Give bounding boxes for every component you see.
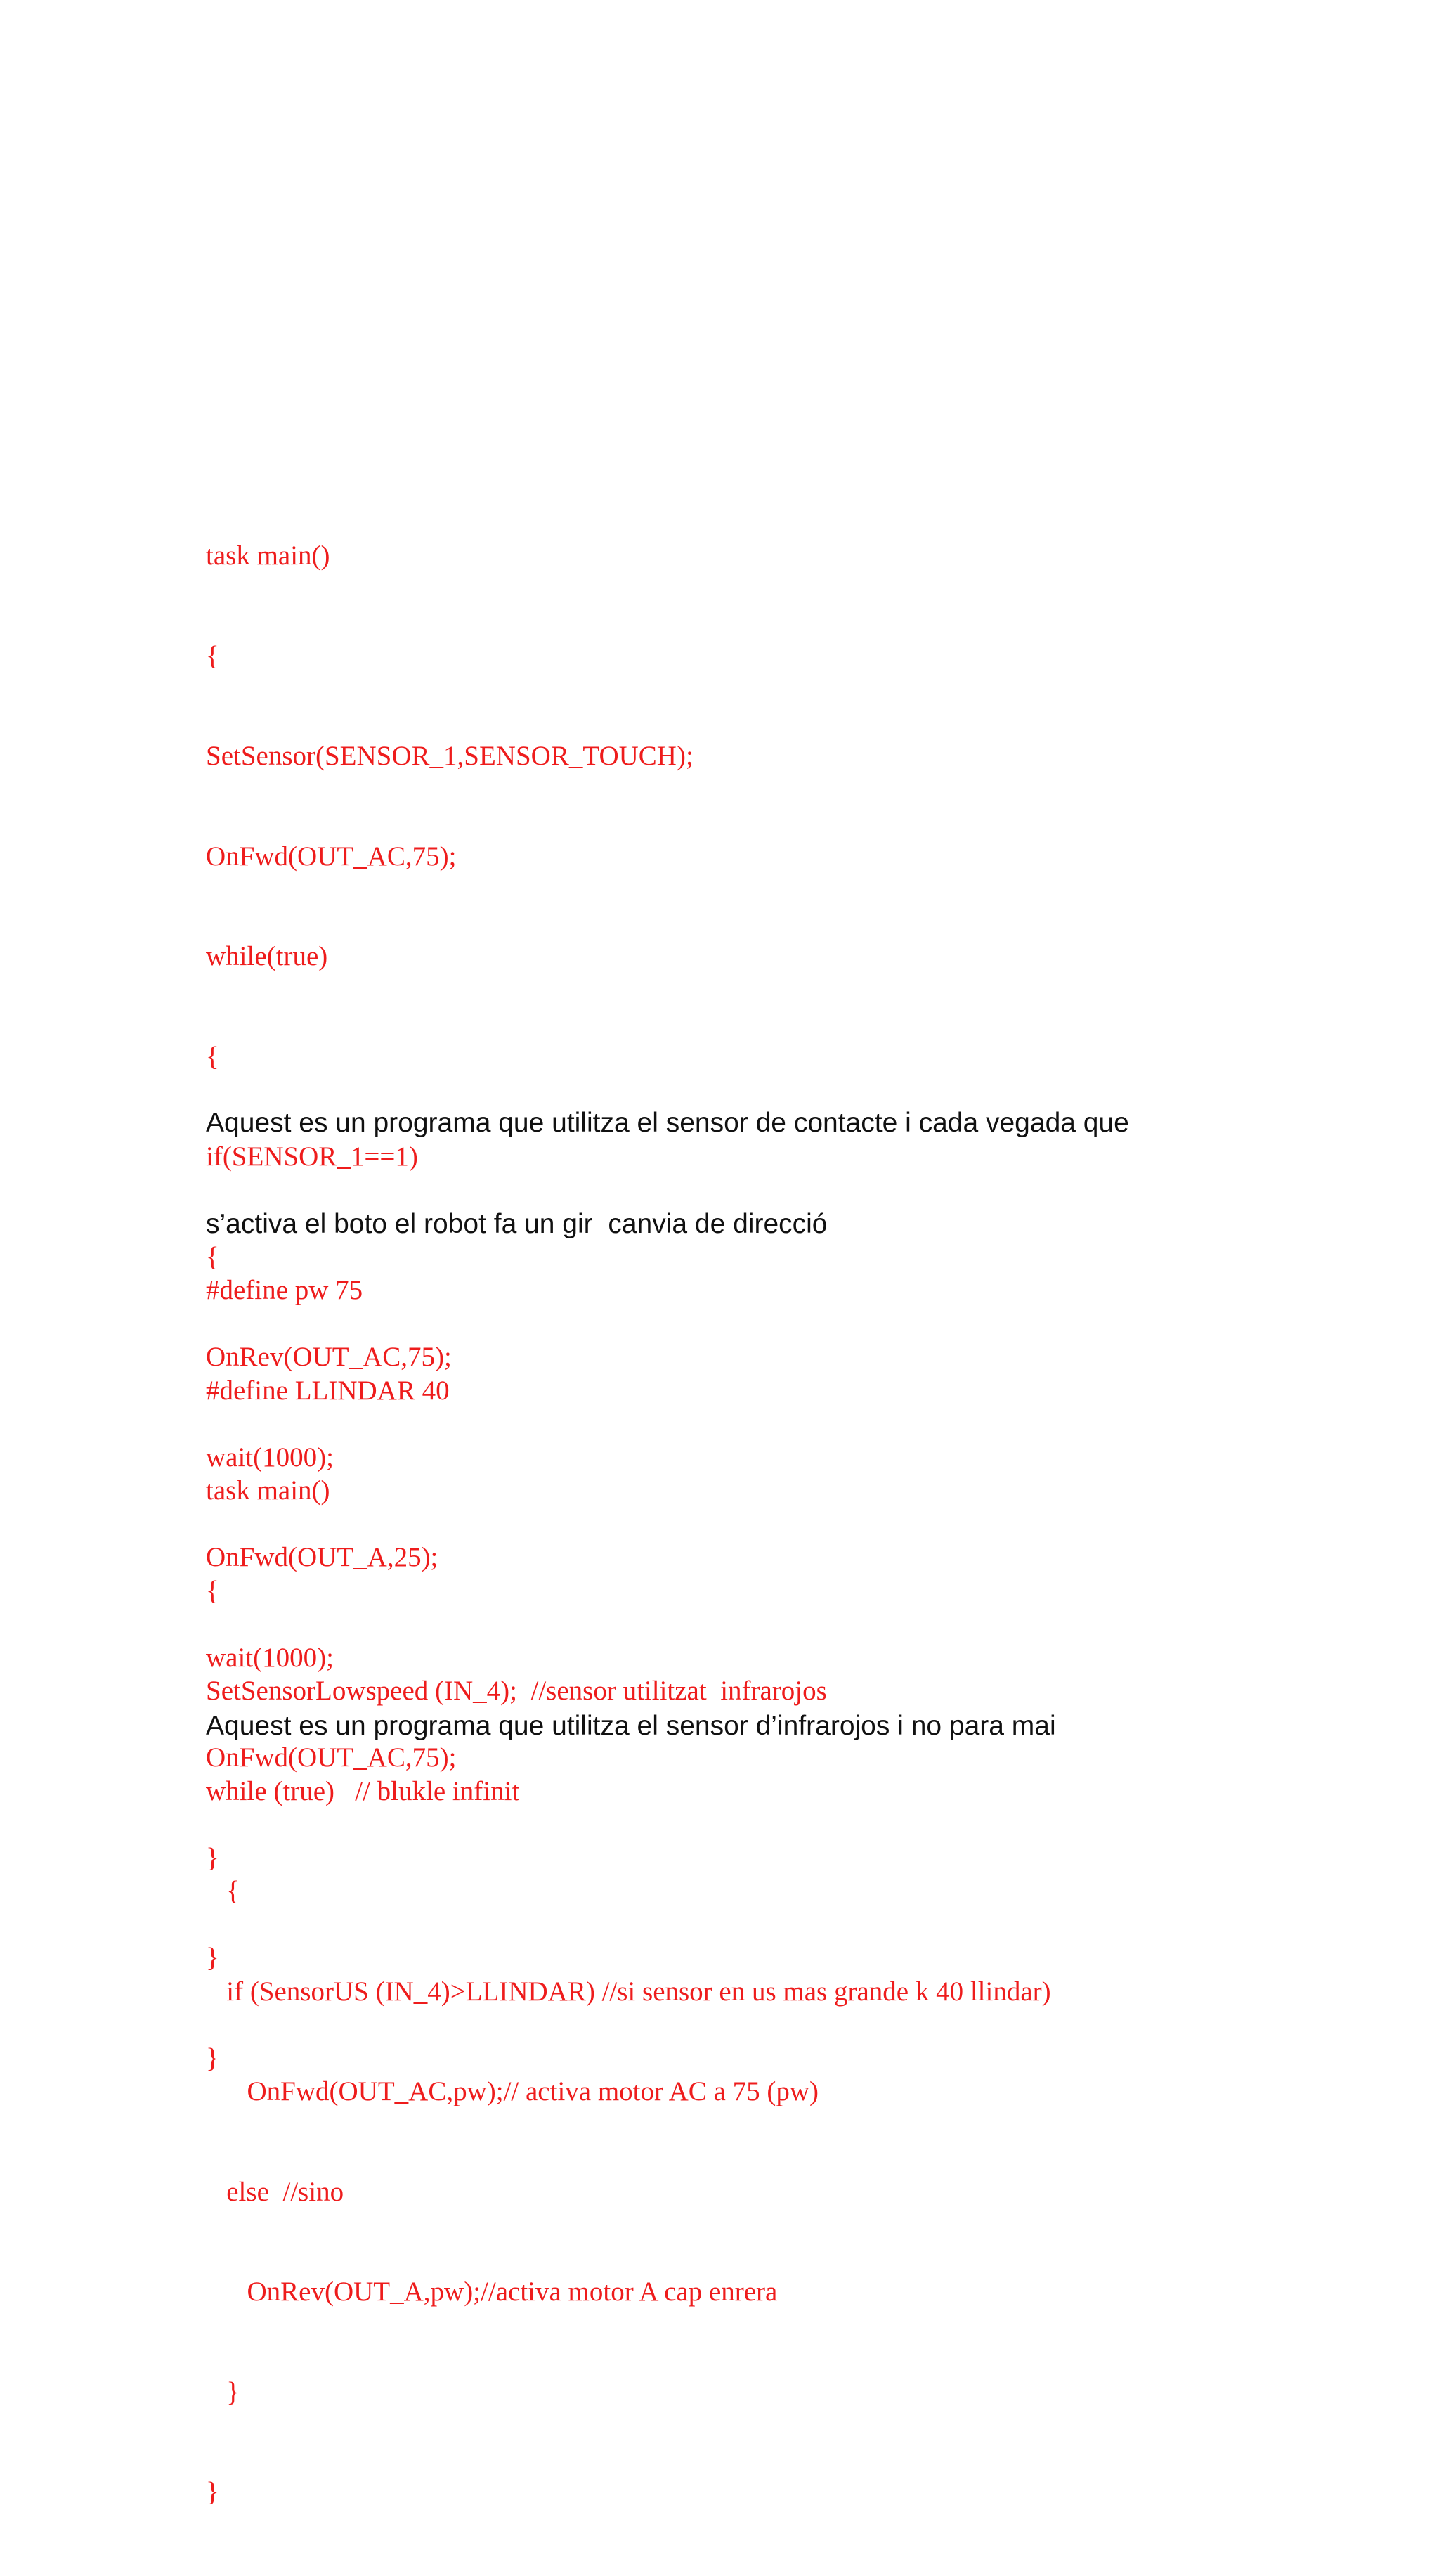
- code-line: OnFwd(OUT_AC,75);: [206, 841, 457, 872]
- code-line: task main(): [206, 541, 330, 571]
- description-line: Aquest es un programa que utilitza el sensor d’infrarojos i no para mai: [206, 1711, 1056, 1741]
- code-line: while(true): [206, 941, 328, 971]
- code-line: if (SensorUS (IN_4)>LLINDAR) //si sensor en us mas grande k 40 llindar): [206, 1976, 1051, 2007]
- code-line: OnFwd(OUT_AC,75);: [206, 1742, 457, 1773]
- code-line: else //sino: [206, 2176, 344, 2207]
- code-line: if(SENSOR_1==1): [206, 1141, 418, 1172]
- description-ultrasonic-sensor: [206, 1642, 1056, 1811]
- code-line: }: [206, 1842, 219, 1873]
- code-line: {: [206, 1575, 219, 1606]
- code-line: SetSensor(SENSOR_1,SENSOR_TOUCH);: [206, 741, 694, 771]
- code-line: OnFwd(OUT_A,25);: [206, 1542, 438, 1572]
- code-line: {: [206, 1041, 219, 1072]
- code-line: OnRev(OUT_A,pw);//activa motor A cap enrera: [206, 2277, 778, 2307]
- code-line: #define LLINDAR 40: [206, 1375, 450, 1406]
- code-line: task main(): [206, 1475, 330, 1506]
- description-line: Aquest es un programa que utilitza el sensor de contacte i cada vegada que: [206, 1108, 1129, 1138]
- code-line: {: [206, 1876, 240, 1906]
- code-line: }: [206, 2477, 219, 2507]
- code-line: {: [206, 640, 219, 671]
- code-line: OnFwd(OUT_AC,pw);// activa motor AC a 75 (pw): [206, 2076, 819, 2106]
- code-line: SetSensorLowspeed (IN_4); //sensor utilitzat infrarojos: [206, 1676, 827, 1706]
- code-line: wait(1000);: [206, 1442, 334, 1473]
- code-line: #define pw 75: [206, 1275, 363, 1305]
- code-line: }: [206, 2043, 219, 2073]
- code-line: while (true) // blukle infinit: [206, 1775, 520, 1806]
- code-line: {: [206, 1241, 219, 1272]
- code-block-ultrasonic-sensor: [206, 1207, 1051, 2576]
- code-line: OnRev(OUT_AC,75);: [206, 1342, 452, 1372]
- code-line: }: [206, 1943, 219, 1973]
- code-line: }: [206, 2376, 240, 2407]
- code-line: wait(1000);: [206, 1642, 334, 1673]
- description-line: s’activa el boto el robot fa un gir canvia de direcció: [206, 1209, 828, 1239]
